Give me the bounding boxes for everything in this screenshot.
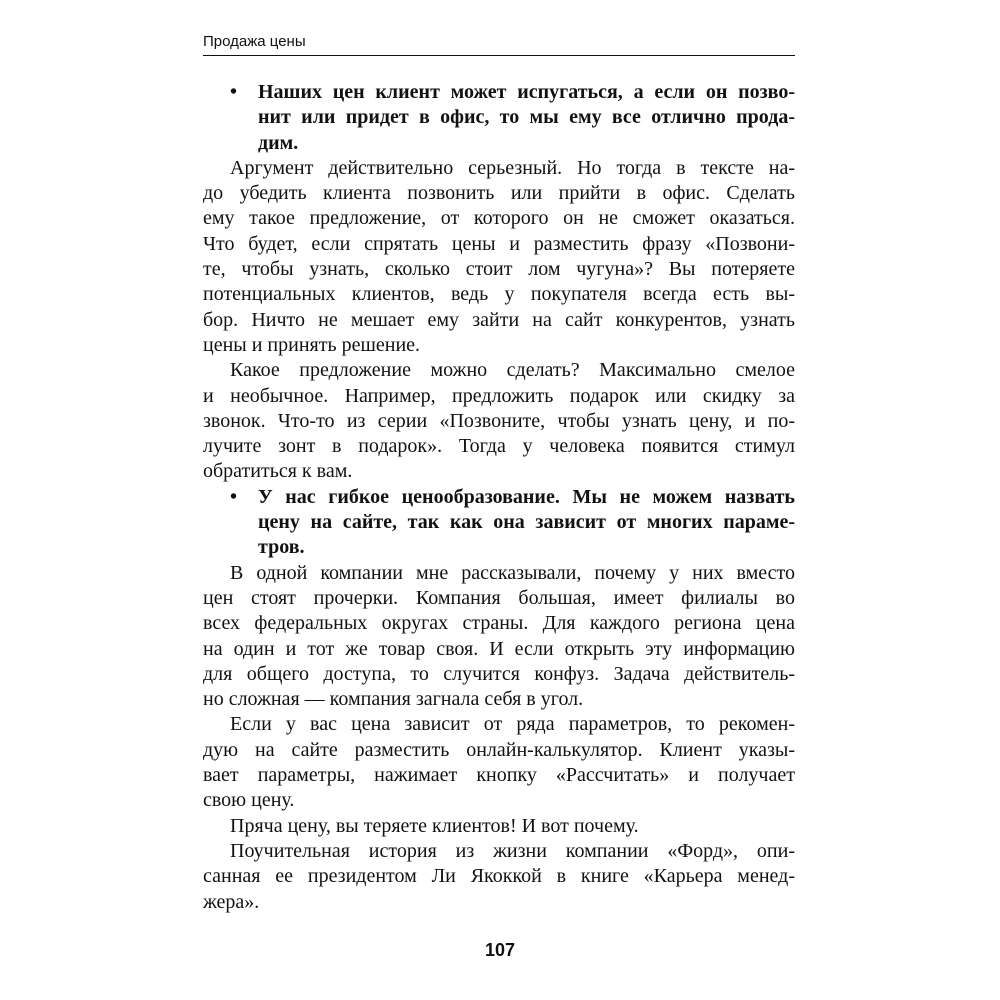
paragraph (203, 712, 795, 813)
page-number: 107 (484, 940, 516, 960)
text-line: обратиться к вам. (203, 460, 353, 483)
bullet-item (203, 485, 795, 561)
text-line: дую на сайте разместить онлайн-калькулятор. Клиент указы- (203, 738, 795, 761)
text-line: тров. (258, 536, 305, 559)
text-line: В одной компании мне рассказывали, почему у них вместо (230, 561, 795, 584)
text-line: вает параметры, нажимает кнопку «Рассчитать» и получает (203, 764, 795, 787)
text-line: бор. Ничто не мешает ему зайти на сайт конкурентов, узнать (203, 308, 795, 331)
text-line: и необычное. Например, предложить подарок или скидку за (203, 384, 795, 407)
paragraph (203, 814, 795, 839)
text-line: жера». (203, 890, 260, 913)
text-line: У нас гибкое ценообразование. Мы не можем назвать (258, 485, 795, 508)
text-line: цену на сайте, так как она зависит от многих параме- (258, 511, 795, 534)
text-line: на один и тот же товар своя. И если открыть эту информацию (203, 637, 795, 660)
text-line: Пряча цену, вы теряете клиентов! И вот почему. (230, 814, 639, 837)
text-line: Что будет, если спрятать цены и разместить фразу «Позвони- (203, 232, 795, 255)
paragraph (203, 839, 795, 915)
bullet-icon: • (230, 485, 238, 508)
body-text (203, 80, 795, 915)
text-line: дим. (258, 131, 299, 154)
text-line: цены и принять решение. (203, 333, 421, 356)
text-line: но сложная — компания загнала себя в угол. (203, 688, 584, 711)
text-line: потенциальных клиентов, ведь у покупателя всегда есть вы- (203, 283, 795, 306)
text-line: Наших цен клиент может испугаться, а если он позво- (258, 81, 795, 103)
bullet-icon: • (230, 81, 238, 103)
header-rule (203, 55, 795, 56)
paragraph (203, 156, 795, 358)
text-line: Какое предложение можно сделать? Максимально смелое (230, 359, 795, 382)
text-line: для общего доступа, то случится конфуз. Задача действитель- (203, 662, 795, 685)
running-head: Продажа цены (203, 33, 306, 50)
text-line: всех федеральных округах страны. Для каждого региона цена (203, 612, 795, 635)
text-line: до убедить клиента позвонить или прийти в офис. Сделать (203, 182, 795, 205)
paragraph (203, 358, 795, 484)
text-line: Аргумент действительно серьезный. Но тогда в тексте на- (230, 156, 795, 179)
text-line: Поучительная история из жизни компании «Форд», опи- (230, 839, 795, 862)
text-line: санная ее президентом Ли Якоккой в книге «Карьера менед- (203, 865, 795, 888)
text-line: лучите зонт в подарок». Тогда у человека появится стимул (203, 435, 795, 458)
text-line: ему такое предложение, от которого он не сможет оказаться. (203, 207, 795, 230)
text-line: нит или придет в офис, то мы ему все отлично прода- (258, 106, 795, 129)
text-line: цен стоят прочерки. Компания большая, имеет филиалы во (203, 586, 795, 609)
bullet-item (203, 80, 795, 156)
text-line: Если у вас цена зависит от ряда параметров, то рекомен- (230, 713, 795, 736)
text-line: те, чтобы узнать, сколько стоит лом чугуна»? Вы потеряете (203, 258, 795, 281)
paragraph (203, 561, 795, 713)
text-line: звонок. Что-то из серии «Позвоните, чтобы узнать цену, и по- (203, 409, 795, 432)
text-line: свою цену. (203, 789, 295, 812)
